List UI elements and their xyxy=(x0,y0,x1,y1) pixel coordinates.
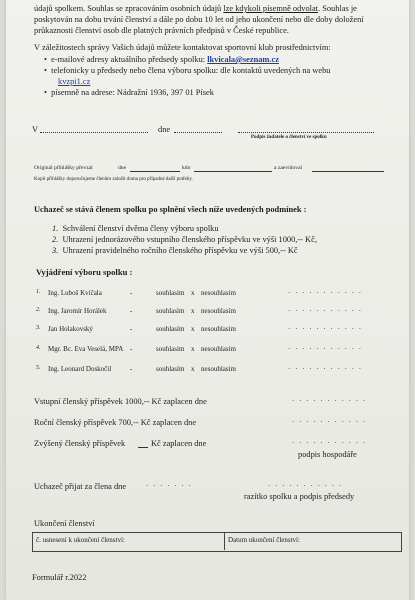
revocation-phrase: lze kdykoli písemně odvolat xyxy=(223,4,319,13)
treasurer-signature-caption: podpis hospodáře xyxy=(298,450,357,459)
disagree-option[interactable]: nesouhlasím xyxy=(201,365,236,373)
copy-note: Kopii přihlášky doporučujeme členům založit doma pro případné další potřeby. xyxy=(34,177,193,182)
annual-fee-date-field[interactable]: · · · · · · · · · · · xyxy=(292,418,367,426)
agree-option[interactable]: souhlasím xyxy=(156,345,185,353)
consent-line-3: průkaznosti členství osob dle platných právních předpisů v České republice. xyxy=(34,26,289,35)
received-date-label: dne xyxy=(118,165,127,171)
termination-heading: Ukončení členství xyxy=(34,519,95,528)
disagree-option[interactable]: nesouhlasím xyxy=(201,307,236,315)
member-signature-field[interactable]: · · · · · · · · · · · xyxy=(288,307,363,315)
disagree-option[interactable]: nesouhlasím xyxy=(201,345,236,353)
termination-resolution-field[interactable]: č. usnesení k ukončení členství: xyxy=(36,536,125,544)
accepted-date-field[interactable]: · · · · · · · xyxy=(146,482,193,490)
x-separator: x xyxy=(191,365,195,373)
agree-option[interactable]: souhlasím xyxy=(156,365,185,373)
bullet-icon: • xyxy=(44,66,47,75)
registered-field[interactable] xyxy=(312,171,384,172)
entry-fee-label: Vstupní členský příspěvek 1000,-- Kč zaplacen dne xyxy=(34,397,207,406)
member-number: 1. xyxy=(36,289,41,295)
email-link[interactable]: lkvicala@seznam.cz xyxy=(207,55,279,64)
agree-option[interactable]: souhlasím xyxy=(156,289,185,297)
member-name: Ing. Leonard Doskočil xyxy=(48,365,112,373)
contact-intro: V záležitostech správy Vašich údajů můžete kontaktovat sportovní klub prostřednictvím: xyxy=(34,43,331,52)
dash: - xyxy=(130,365,133,373)
condition-number: 1. xyxy=(52,224,59,233)
termination-date-field[interactable]: Datum ukončení členství: xyxy=(228,536,300,544)
received-who-field[interactable] xyxy=(194,171,272,172)
x-separator: x xyxy=(191,289,195,297)
member-signature-field[interactable]: · · · · · · · · · · · xyxy=(288,345,363,353)
termination-divider xyxy=(224,532,225,550)
applicant-signature-caption: Podpis žadatele o členství ve spolku xyxy=(251,135,327,140)
x-separator: x xyxy=(191,345,195,353)
date-field[interactable] xyxy=(174,132,222,133)
date-label: dne xyxy=(158,125,171,134)
contact-address-item: • písemně na adrese: Nádražní 1936, 397 01 Písek xyxy=(44,88,214,97)
increased-fee-date-field[interactable]: · · · · · · · · · · · xyxy=(292,439,367,447)
contact-phone-item: • telefonicky u předsedy nebo člena výboru spolku: dle kontaktů uvedených na webu xyxy=(44,66,331,75)
member-name: Ing. Luboš Kvíčala xyxy=(48,289,102,297)
x-separator: x xyxy=(191,307,195,315)
contact-email-item: • e-mailové adresy aktuálního předsedy spolku: lkvicala@seznam.cz xyxy=(44,55,279,64)
condition-number: 2. xyxy=(52,235,59,244)
document-page xyxy=(6,0,409,600)
member-name: Ing. Jaromír Horálek xyxy=(48,307,107,315)
condition-item: 1. Schválení členství dvěma členy výboru spolku xyxy=(52,224,219,233)
bullet-icon: • xyxy=(44,55,47,64)
increased-fee-tail: Kč zaplacen dne xyxy=(151,439,207,448)
registered-label: a zaevidoval xyxy=(274,165,303,171)
increased-fee-label: Zvýšený členský příspěvek xyxy=(34,439,126,448)
member-signature-field[interactable]: · · · · · · · · · · · xyxy=(288,289,363,297)
member-name: Jan Holakovský xyxy=(48,325,93,333)
dash: - xyxy=(130,307,133,315)
place-field[interactable] xyxy=(40,132,148,133)
member-number: 2. xyxy=(36,307,41,313)
chairman-signature-field[interactable]: · · · · · · · · · · · xyxy=(268,482,343,490)
member-number: 5. xyxy=(36,365,41,371)
board-heading: Vyjádření výboru spolku : xyxy=(36,267,133,277)
x-separator: x xyxy=(191,325,195,333)
consent-line-2: poskytován na dobu trvání členství a dále po dobu 10 let od jeho ukončení nebo dle doby doložení xyxy=(34,15,364,24)
member-signature-field[interactable]: · · · · · · · · · · · xyxy=(288,365,363,373)
member-number: 4. xyxy=(36,345,41,351)
received-date-field[interactable] xyxy=(130,171,180,172)
member-number: 3. xyxy=(36,325,41,331)
disagree-option[interactable]: nesouhlasím xyxy=(201,289,236,297)
form-version: Formulář r.2022 xyxy=(32,573,87,582)
entry-fee-date-field[interactable]: · · · · · · · · · · · xyxy=(292,397,367,405)
annual-fee-label: Roční členský příspěvek 700,-- Kč zaplacen dne xyxy=(34,418,197,427)
dash: - xyxy=(130,289,133,297)
condition-number: 3. xyxy=(52,246,59,255)
condition-item: 3. Uhrazení pravidelného ročního členského příspěvku ve výši 500,-- Kč xyxy=(52,246,298,255)
web-link[interactable]: kvzpi1.cz xyxy=(58,77,91,86)
agree-option[interactable]: souhlasím xyxy=(156,325,185,333)
disagree-option[interactable]: nesouhlasím xyxy=(201,325,236,333)
conditions-heading: Uchazeč se stává členem spolku po splnění všech níže uvedených podmínek : xyxy=(34,205,307,214)
condition-item: 2. Uhrazení jednorázového vstupního členského příspěvku ve výši 1000,-- Kč, xyxy=(52,235,317,244)
agree-option[interactable]: souhlasím xyxy=(156,307,185,315)
member-name: Mgr. Bc. Eva Veselá, MPA xyxy=(48,345,124,353)
dash: - xyxy=(130,325,133,333)
place-prefix: V xyxy=(32,125,39,134)
bullet-icon: • xyxy=(44,88,47,97)
chairman-signature-caption: razítko spolku a podpis předsedy xyxy=(244,492,355,501)
increased-fee-amount-field[interactable] xyxy=(138,447,148,448)
accepted-label: Uchazeč přijat za člena dne xyxy=(34,482,127,491)
member-signature-field[interactable]: · · · · · · · · · · · xyxy=(288,325,363,333)
consent-line-1: údajů spolkem. Souhlas se zpracováním osobních údajů lze kdykoli písemně odvolat. Souhlas je xyxy=(34,4,357,13)
applicant-signature-field[interactable] xyxy=(238,132,374,133)
original-received-label: Originál přihlášky převzal xyxy=(34,165,93,171)
dash: - xyxy=(130,345,133,353)
received-who-label: kdo xyxy=(182,165,191,171)
